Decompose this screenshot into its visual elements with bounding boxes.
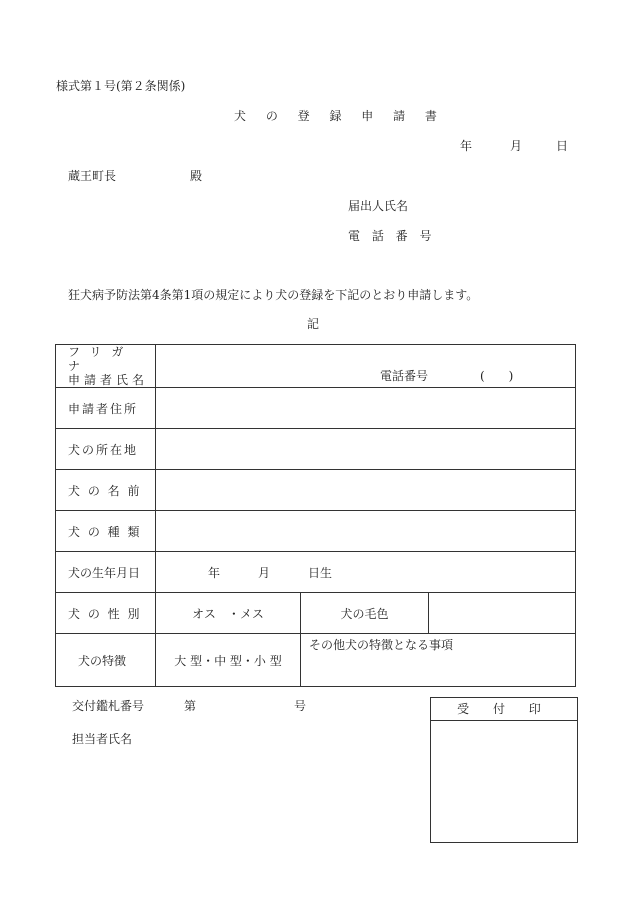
table-row <box>56 470 576 511</box>
staff-name-label: 担当者氏名 <box>72 732 133 746</box>
table-row <box>56 388 576 429</box>
date-line <box>460 140 568 152</box>
table-row <box>56 634 576 687</box>
honorific: 殿 <box>190 169 203 183</box>
dog-name-field[interactable] <box>156 470 576 511</box>
dog-breed-field[interactable] <box>156 511 576 552</box>
date-day: 日 <box>556 139 569 153</box>
stamp-label: 受 付 印 <box>431 698 577 721</box>
dog-birthdate-label: 犬の生年月日 <box>56 552 156 593</box>
applicant-address-label: 申請者住所 <box>56 388 156 429</box>
applicant-phone-label: 電 話 番 号 <box>348 229 436 243</box>
form-number: 様式第１号(第２条関係) <box>56 79 186 93</box>
dog-breed-label: 犬 の 種 類 <box>56 511 156 552</box>
birth-day: 日生 <box>308 565 333 580</box>
page-title: 犬 の 登 録 申 請 書 <box>234 109 445 123</box>
dog-birthdate-field[interactable] <box>156 552 576 593</box>
date-month: 月 <box>510 139 523 153</box>
table-row <box>56 345 576 388</box>
other-features-field[interactable] <box>301 634 576 687</box>
sex-options[interactable]: オス ・メス <box>156 593 301 634</box>
statement: 狂犬病予防法第4条第1項の規定により犬の登録を下記のとおり申請します。 <box>68 288 479 302</box>
phone-label: 電話番号 <box>380 369 429 383</box>
table-row <box>56 593 576 634</box>
other-features-label: その他犬の特徴となる事項 <box>309 638 454 652</box>
ki-heading: 記 <box>307 317 320 331</box>
dog-location-label: 犬の所在地 <box>56 429 156 470</box>
size-options[interactable]: 大 型・中 型・小 型 <box>156 634 301 687</box>
reception-stamp-box <box>430 697 578 843</box>
tag-number-label: 交付鑑札番号 <box>72 699 145 713</box>
birth-month: 月 <box>258 565 271 580</box>
coat-color-field[interactable] <box>429 593 576 634</box>
applicant-name-field[interactable] <box>156 345 576 388</box>
date-year: 年 <box>460 139 473 153</box>
furigana-label: フリガナ <box>68 345 134 373</box>
applicant-address-field[interactable] <box>156 388 576 429</box>
table-row <box>56 552 576 593</box>
tag-number-suffix: 号 <box>294 699 307 713</box>
coat-color-label: 犬の毛色 <box>301 593 429 634</box>
birth-year: 年 <box>208 565 221 580</box>
features-label: 犬の特徴 <box>56 634 156 687</box>
phone-parens: ( ) <box>480 369 514 383</box>
applicant-name-label: 届出人氏名 <box>348 199 409 213</box>
addressee: 蔵王町長 <box>68 169 117 183</box>
tag-number-prefix: 第 <box>184 699 197 713</box>
application-table <box>55 344 576 687</box>
dog-location-field[interactable] <box>156 429 576 470</box>
applicant-name-label-cell: 申請者氏名 <box>68 373 149 387</box>
dog-name-label: 犬 の 名 前 <box>56 470 156 511</box>
dog-sex-label: 犬 の 性 別 <box>56 593 156 634</box>
table-row <box>56 429 576 470</box>
table-row <box>56 511 576 552</box>
applicant-name-cell-label <box>56 345 156 388</box>
